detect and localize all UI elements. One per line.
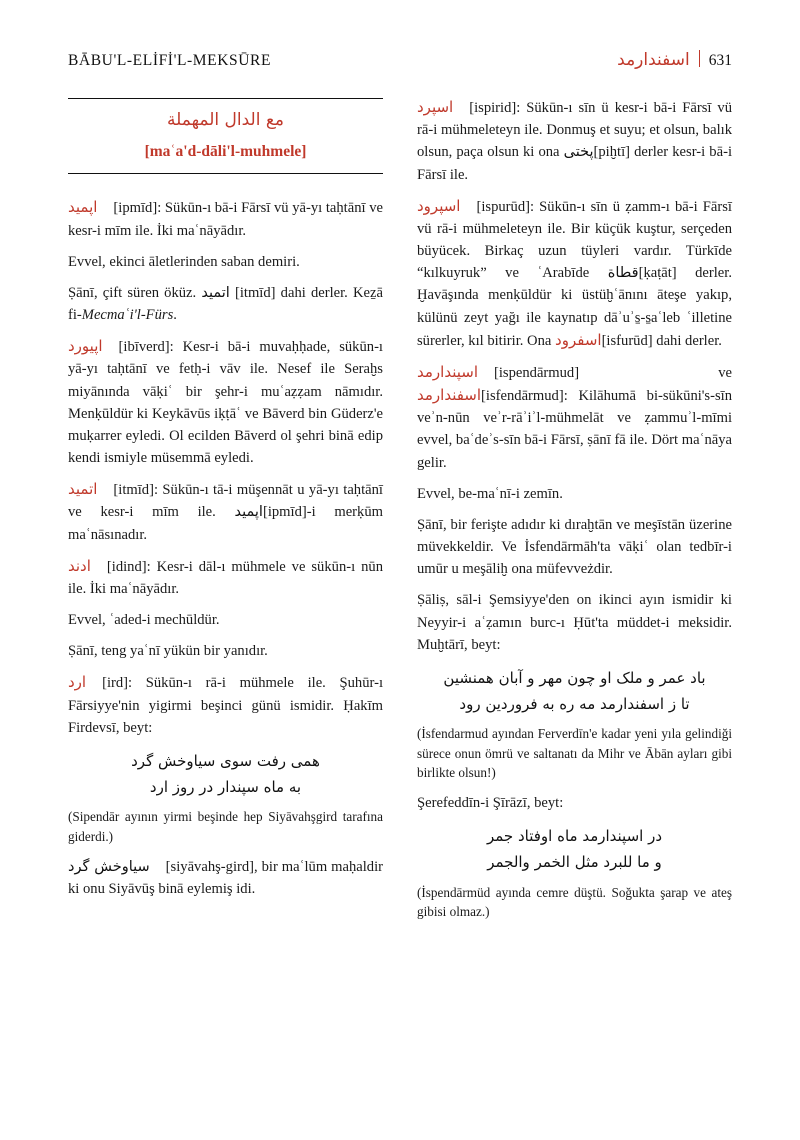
verse-translation-left-1: (Sipendār ayının yirmi beşinde hep Siyāvahşgird tarafına giderdi.)	[68, 809, 383, 844]
running-head-divider	[699, 50, 700, 67]
entry-text-ispendarmud-b: [isfendārmud]: Kilāhumā bi-sükūni's-sīn veʾn-nūn veʾr-rāʾiʾl-mühmelāt ve ẓammuʾl-mīmi evvel, baʿdeʾs-sīn bā-i Fārsī, ṣānī fā ile. Dört maʿnāya gelir.	[417, 388, 732, 471]
running-head	[68, 42, 732, 82]
verse-line: در اسپندارمد ماه اوفتاد جمر	[486, 827, 663, 846]
headword-arabic-isfendarmud: اسفندارمد	[417, 386, 482, 405]
headword-arabic-ibiverd: اپیورد	[68, 337, 103, 356]
entry-text-ispirid-a: [ispirid]: Sükūn-ı sīn ü kesr-i bā-i Fārsī vü rā-i mühmeleteyn ile. Donmuş et suyu; et olsun, balık olsun, paça olsun ki ona	[417, 100, 732, 161]
section-heading-latin: [maʿa'd-dāli'l-muhmele]	[144, 142, 307, 160]
entry-ird	[68, 671, 383, 739]
entry-text-ispurud-a: [ispurūd]: Sükūn-ı sīn ü ẓamm-ı bā-i Fārsī vü rā-i mühmeleteyn ile. Bir küçük kuştur, serçeden büyücek. Birkaç uzun tüyleri vardır. Türkīde “kılkuyruk” ve ʿArabīde	[417, 198, 732, 282]
section-heading-arabic: مع الدال المهملة	[167, 110, 284, 130]
headword-arabic-ispirid: اسپرد	[417, 98, 454, 116]
verse-line: و ما للبرد مثل الخمر والجمر	[487, 853, 662, 872]
headword-arabic-ird: ارد	[68, 673, 87, 692]
entry-idind	[68, 555, 383, 600]
paragraph-evvel-saban: Evvel, ekinci āletlerinden saban demiri.	[68, 253, 300, 270]
sani-itmid-end: .	[173, 307, 177, 324]
headword-arabic-idind: ادند	[68, 556, 91, 575]
paragraph-sani-ferishte: Ṣānī, bir ferişte adıdır ki dıraḫtān ve meşīstān üzerine müvekkeldir. Ve İsfendārmāh'ta vāḳiʿ olan tedbīr-i umūr u meşāliḫ ona müfevveżdir.	[417, 516, 732, 578]
headword-arabic-ispendarmud: اسپندارمد	[417, 362, 478, 381]
right-column	[417, 96, 732, 1081]
page-number: 631	[708, 52, 732, 69]
entry-text-itmid-a: [itmīd]: Sükūn-ı tā-i müşennāt u yā-yı taḥtānī ve kesr-i mīm ile.	[68, 482, 383, 521]
entry-ispurud	[417, 195, 732, 352]
entry-ispendarmud	[417, 361, 732, 474]
inline-arabic-katat: قطاة	[607, 265, 639, 282]
headword-arabic-ispurud: اسپرود	[417, 196, 461, 215]
verse-translation-right-1: (İsfendarmud ayından Ferverdīn'e kadar yeni yıla gelindiği sürece onun ömrü ve saltanatı da Mihr ve Ābān ayları gibi birlikte olsun!)	[417, 726, 732, 780]
headword-arabic-siyavahs-gird: سیاوخش گرد	[68, 858, 150, 875]
verse-translation-right-2: (İspendārmüd ayında cemre düştü. Soğukta şarap ve ateş gibisi olmaz.)	[417, 884, 732, 919]
inline-arabic-ipmid: اپمید	[234, 504, 263, 521]
entry-text-siyavahs-gird: [siyāvahş-gird], bir maʿlūm maḥaldir ki onu Siyāvūş binā eylemiş idi.	[68, 858, 383, 897]
headword-arabic-itmid: اتمید	[68, 480, 98, 499]
entry-text-itmid-b: [ipmīd]-i merḳūm maʿnāsınadır.	[68, 504, 383, 543]
running-head-arabic: اسفندارمد	[617, 50, 690, 70]
entry-ibiverd	[68, 335, 383, 469]
entry-text-ispendarmud-a: [ispendārmud] ve	[493, 364, 732, 381]
inline-arabic-itmid: اتمید	[201, 284, 230, 301]
verse-line: همی رفت سوی سیاوخش گرد	[131, 751, 320, 770]
inline-arabic-pihti: پختی	[563, 144, 594, 161]
entry-text-ispirid-b: [piḫtī] derler kesr-i bā-i Fārsī ile.	[417, 144, 732, 183]
entry-text-ispurud-c: [isfurūd] dahi derler.	[601, 332, 722, 349]
sani-itmid-mid: [itmīd] dahi derler. Keẕā fi-	[68, 284, 383, 324]
paragraph-evvel-aded: Evvel, ʿaded-i mechūldür.	[68, 612, 220, 629]
entry-text-ispurud-b: [ḳaṭāt] derler. Ḫavāşında menḳūldür ki üstüḫʿānını āteşe yakıp, külünü zeyt yağı ile kaynatıp dāʾuʾs̱-s̱aʿleb ʿilletine sürerler, kıl bitirir. Ona	[417, 265, 732, 349]
entry-text-ibiverd: [ibīverd]: Kesr-i bā-i muvaḥḥade, sükūn-ı yā-yı taḥtānī ve fetḥ-i vāv ile. Nesef ile Seraḫs miyānında vāḳiʿ bir şehr-i muʿaẓẓam nāmıdır. Menḳūldür ki Keykāvūs iḳṭāʿ ve Bāverd bin Güderz'e muḳarrer eyledi. Ol ecilden Bāverd ol şehri binā edip kendi ismiyle müsemmā eyledi.	[68, 339, 383, 467]
inline-arabic-isfurud: اسفرود	[555, 330, 602, 349]
entry-ipmid	[68, 196, 383, 241]
paragraph-salis: Ṣāliṣ, sāl-i Şemsiyye'den on ikinci ayın ismidir ki Neyyir-i aʿẓamın burc-ı Ḥūt'ta müddet-i meksidir. Muḫtārī, beyt:	[417, 592, 732, 653]
entry-siyavahs-gird	[68, 856, 383, 900]
entry-text-idind: [idind]: Kesr-i dāl-ı mühmele ve sükūn-ı nūn ile. İki maʿnāyādır.	[68, 558, 383, 597]
paragraph-sani-itmid	[68, 282, 383, 326]
running-head-title: BĀBU'L-ELİFİ'L-MEKSŪRE	[68, 52, 272, 69]
entry-itmid	[68, 478, 383, 546]
verse-block-left-1	[68, 748, 383, 801]
entry-text-ipmid: [ipmīd]: Sükūn-ı bā-i Fārsī vü yā-yı taḥtānī ve kesr-i mīm ile. İki maʿnāyādır.	[68, 200, 383, 239]
sani-itmid-before: Ṣānī, çift süren öküz.	[68, 284, 197, 301]
verse-line: تا ز اسفندارمد مه ره به فروردین رود	[459, 695, 690, 714]
headword-arabic-ipmid: اپمید	[68, 198, 98, 217]
left-column	[68, 96, 383, 1081]
verse-line: باد عمر و ملک او چون مهر و آبان همنشین	[443, 668, 706, 687]
entry-text-ird: [ird]: Sükūn-ı rā-i mühmele ile. Şuhūr-ı Fārsiyye'nin yigirmi beşinci günü ismidir. Ḥakīm Firdevsī, beyt:	[68, 675, 383, 736]
attribution-serefeddin: Şerefeddīn-i Şīrāzī, beyt:	[417, 794, 564, 811]
two-column-body	[68, 96, 732, 1081]
verse-block-right-1	[417, 665, 732, 718]
source-title-mecmai-l-furs: Mecmaʿi'l-Fürs	[81, 307, 174, 324]
paragraph-sani-teng: Ṣānī, teng yaʿnī yükün bir yanıdır.	[68, 643, 268, 660]
paragraph-evvel-zemin: Evvel, be-maʿnī-i zemīn.	[417, 485, 563, 502]
verse-line: به ماه سپندار در روز ارد	[149, 778, 302, 797]
running-head-right	[617, 48, 732, 70]
section-heading	[68, 98, 383, 174]
entry-ispirid	[417, 96, 732, 186]
verse-block-right-2	[417, 823, 732, 876]
